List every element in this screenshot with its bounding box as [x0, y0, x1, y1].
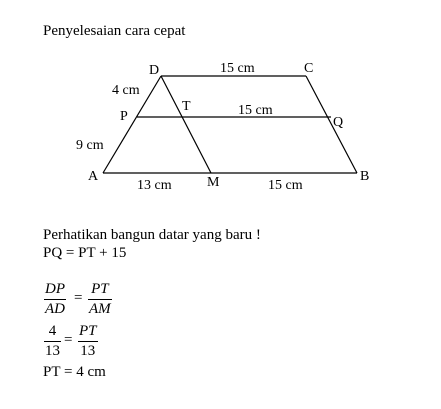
length-TQ: 15 cm — [238, 103, 273, 118]
numerator: 4 — [48, 323, 57, 339]
denominator: AD — [45, 301, 65, 318]
denominator: 13 — [80, 343, 96, 360]
label-P: P — [120, 109, 128, 124]
numerator: PT — [79, 323, 97, 339]
equals-sign: = — [74, 290, 83, 306]
label-C: C — [304, 61, 314, 76]
numerator: PT — [91, 281, 109, 297]
fraction-4-13 — [44, 323, 61, 361]
label-T: T — [182, 99, 191, 114]
equals-sign: = — [64, 332, 73, 348]
label-Q: Q — [333, 115, 344, 130]
label-B: B — [360, 169, 370, 184]
numerator: DP — [45, 281, 65, 297]
edge-CB — [306, 76, 357, 173]
trapezoid-figure — [0, 0, 441, 200]
length-DP: 4 cm — [112, 83, 140, 98]
fraction-pt-am — [88, 281, 112, 319]
label-A: A — [88, 169, 99, 184]
fraction-dp-ad — [44, 281, 66, 319]
length-MB: 15 cm — [268, 178, 303, 193]
length-PA: 9 cm — [76, 138, 104, 153]
label-M: M — [207, 175, 220, 190]
result-pt: PT = 4 cm — [43, 364, 106, 380]
fraction-pt-13 — [78, 323, 98, 361]
length-DC: 15 cm — [220, 61, 255, 76]
denominator: AM — [89, 301, 111, 318]
label-D: D — [149, 63, 160, 78]
segment-DM — [161, 76, 211, 173]
length-AM: 13 cm — [137, 178, 172, 193]
solution-intro: Perhatikan bangun datar yang baru ! — [43, 227, 261, 243]
heading: Penyelesaian cara cepat — [43, 23, 186, 39]
equation-pq: PQ = PT + 15 — [43, 245, 127, 261]
denominator: 13 — [45, 343, 60, 360]
